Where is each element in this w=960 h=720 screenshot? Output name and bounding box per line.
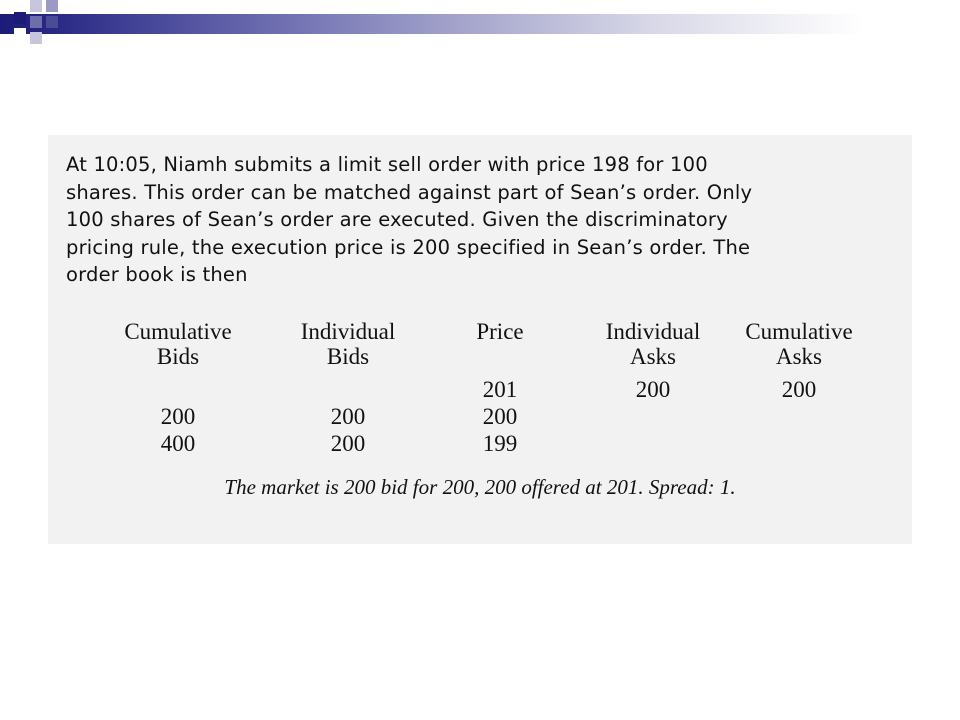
decorative-square — [14, 12, 26, 24]
paragraph-line: pricing rule, the execution price is 200 specified in Sean’s order. The — [66, 235, 751, 259]
decorative-square — [30, 16, 42, 28]
description-paragraph — [66, 151, 902, 289]
paragraph-line: At 10:05, Niamh submits a limit sell order with price 198 for 100 — [66, 153, 708, 176]
decorative-square — [46, 0, 58, 12]
paragraph-line: 100 shares of Sean’s order are executed. Given the discriminatory — [66, 208, 728, 231]
decorative-square — [14, 28, 26, 40]
cell-individual-bids: 200 — [330, 431, 366, 456]
cell-cumulative-asks: 200 — [781, 377, 817, 402]
header-decoration-band — [0, 14, 960, 34]
header-text: Individual — [605, 319, 701, 344]
cell-cumulative-bids: 400 — [160, 431, 196, 456]
cell-price: 201 — [482, 377, 518, 402]
header-text: Cumulative — [745, 319, 853, 344]
header-text: Asks — [775, 344, 822, 369]
paragraph-line: shares. This order can be matched against part of Sean’s order. Only — [66, 180, 753, 204]
decorative-square — [30, 0, 42, 12]
cell-individual-bids: 200 — [330, 404, 366, 429]
cell-cumulative-bids: 200 — [160, 404, 196, 429]
decorative-square — [30, 32, 42, 44]
header-individual-asks — [578, 319, 728, 369]
order-book-table — [48, 315, 912, 465]
header-text: Asks — [629, 344, 676, 369]
paragraph-line: order book is then — [66, 263, 248, 286]
cell-price: 199 — [482, 431, 518, 456]
header-text: Cumulative — [124, 319, 232, 344]
header-text: Individual — [300, 319, 396, 344]
header-price — [425, 319, 575, 344]
cell-price: 200 — [482, 404, 518, 429]
header-text: Bids — [326, 344, 370, 369]
market-summary-caption: The market is 200 bid for 200, 200 offered at 201. Spread: 1. — [224, 475, 736, 499]
content-image — [48, 135, 912, 544]
header-cumulative-bids — [103, 319, 253, 369]
header-cumulative-asks — [724, 319, 874, 369]
header-text: Price — [476, 319, 524, 344]
header-individual-bids — [273, 319, 423, 369]
header-text: Bids — [156, 344, 200, 369]
decorative-square — [46, 16, 58, 28]
cell-individual-asks: 200 — [635, 377, 671, 402]
